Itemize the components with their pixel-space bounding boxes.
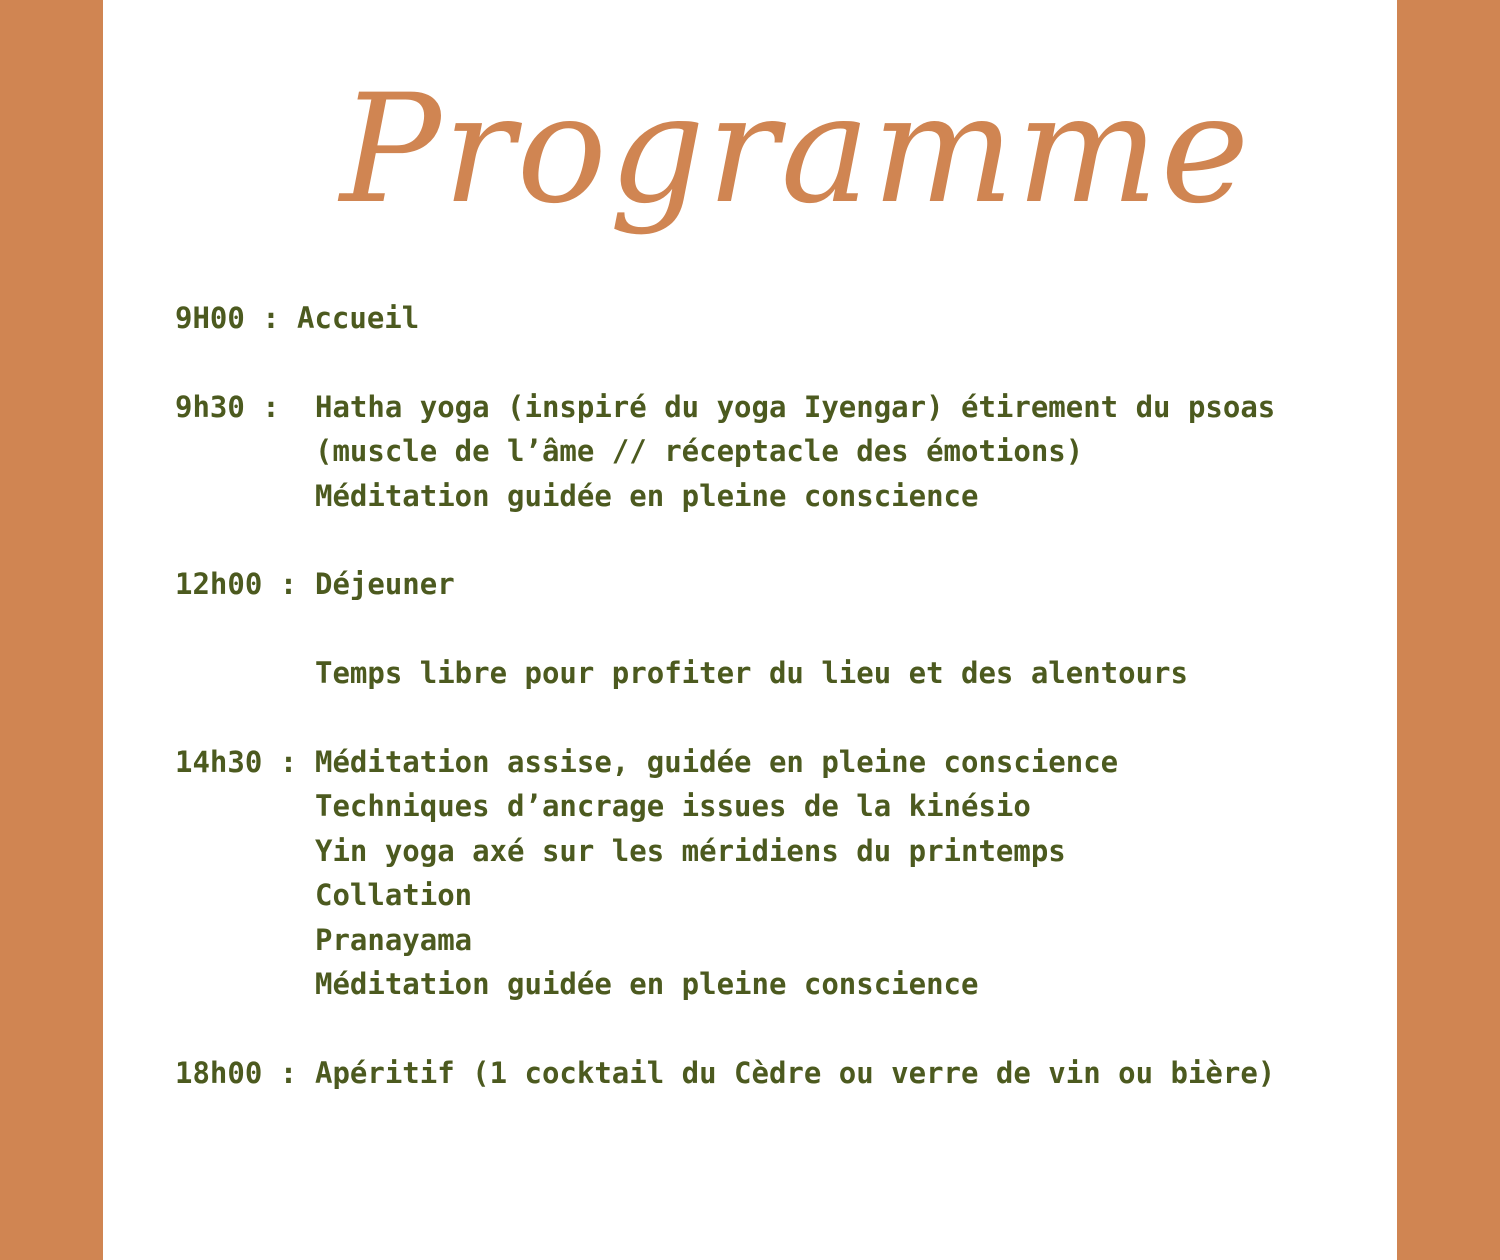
schedule-activities [315,740,1325,1006]
schedule-entry [175,1051,1325,1095]
schedule-activity: Temps libre pour profiter du lieu et des alentours [315,656,1188,691]
schedule-activity: Collation [315,878,473,913]
left-border-band [0,0,103,1260]
schedule-activities [315,385,1325,518]
schedule-time [175,651,315,695]
schedule-time: 12h00 : [175,567,298,602]
schedule-activities [315,562,1325,606]
schedule-activities [315,1051,1325,1095]
schedule-time: 9H00 : [175,301,280,335]
schedule-activity: Yin yoga axé sur les méridiens du printemps [315,833,1066,868]
schedule-activity: Accueil [297,301,420,335]
schedule-activities [297,296,1325,340]
right-border-band [1397,0,1500,1260]
schedule-time: 14h30 : [175,745,298,779]
schedule-activity: Apéritif (1 cocktail du Cèdre ou verre de vin ou bière) [315,1055,1276,1090]
schedule-activity: Hatha yoga (inspiré du yoga Iyengar) étirement du psoas [315,389,1276,424]
schedule-activity: Méditation guidée en pleine conscience [315,967,979,1002]
schedule-spacer [175,340,1325,384]
page-title: Programme [340,63,1252,237]
schedule-time: 9h30 : [175,389,280,424]
schedule-activity: Techniques d’ancrage issues de la kinésio [315,789,1031,824]
schedule-spacer [175,607,1325,651]
schedule-spacer [175,1006,1325,1050]
schedule-activities [315,651,1325,695]
schedule-time: 18h00 : [175,1055,298,1090]
schedule-entry [175,562,1325,606]
schedule-entry [175,296,1325,340]
schedule-spacer [175,696,1325,740]
schedule-activity: Méditation guidée en pleine conscience [315,478,979,513]
schedule-spacer [175,518,1325,562]
schedule-list [175,296,1325,1095]
schedule-entry [175,651,1325,695]
schedule-activity: Déjeuner [315,567,455,602]
schedule-entry [175,385,1325,518]
schedule-activity: (muscle de l’âme // réceptacle des émotions) [315,434,1084,469]
schedule-activity: Pranayama [315,922,473,957]
schedule-entry [175,740,1325,1006]
schedule-activity: Méditation assise, guidée en pleine conscience [315,745,1119,779]
